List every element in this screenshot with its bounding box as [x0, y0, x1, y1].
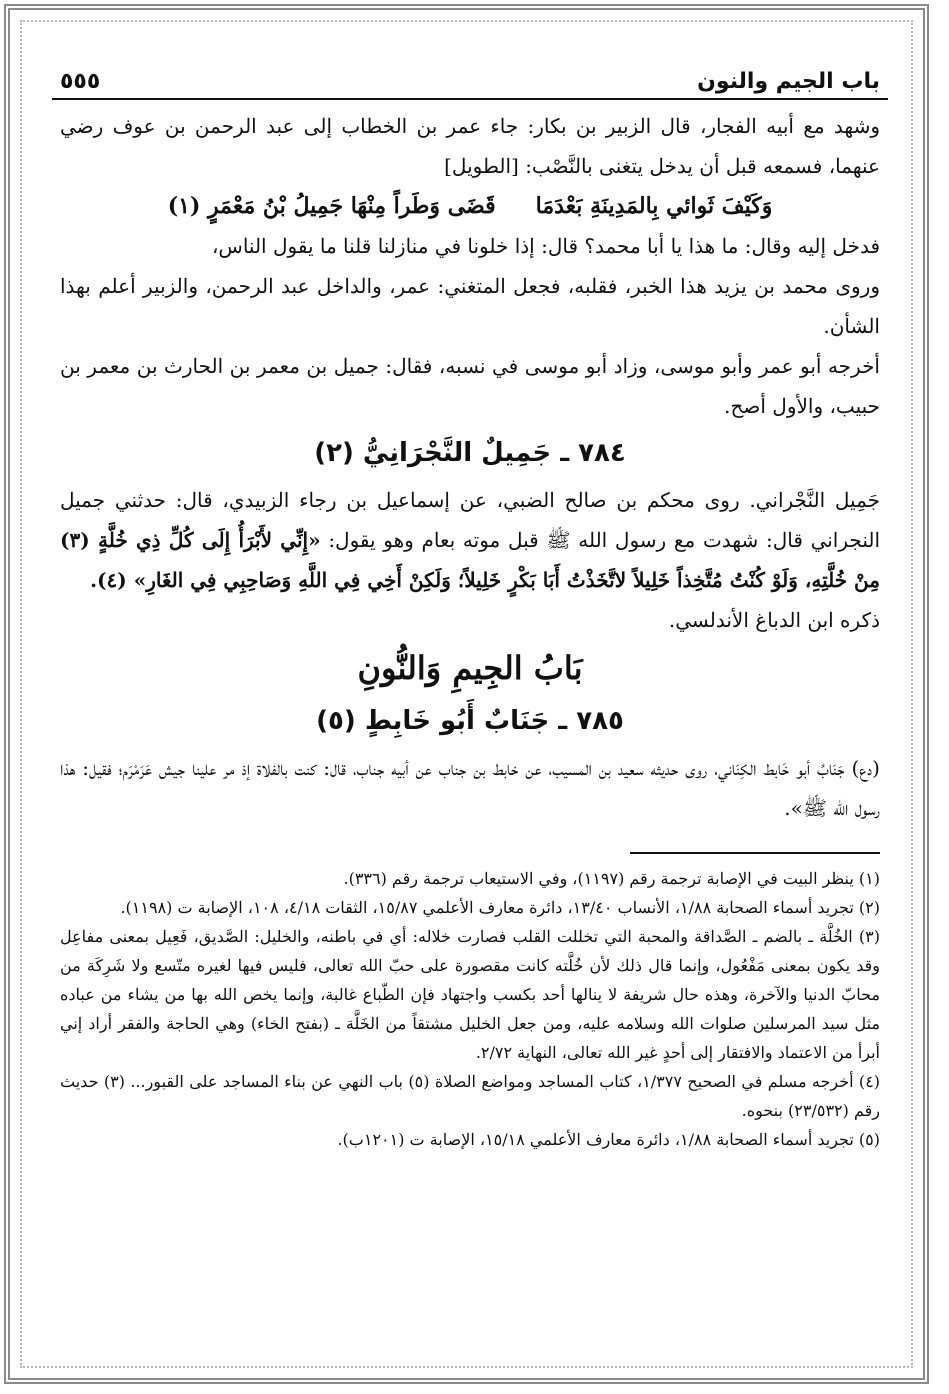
paragraph-4: أخرجه أبو عمر وأبو موسى، وزاد أبو موسى في نسبه، فقال: جميل بن معمر بن الحارث بن معمر بن حبيب، والأول أصح. [60, 354, 880, 418]
footnotes [60, 864, 880, 1154]
poetry-verse [90, 186, 850, 226]
header-title: باب الجيم والنون [697, 69, 880, 94]
entry-title-784: ٧٨٤ ـ جَمِيلٌ النَّجْرَانِيُّ (٢) [314, 438, 626, 468]
paragraph-5 [60, 480, 880, 600]
footnote-5: (٥) تجريد أسماء الصحابة ١/٨٨، دائرة معارف الأعلمي ١٥/١٨، الإصابة ت (١٢٠١ب). [337, 1130, 880, 1149]
book-page [52, 62, 888, 1372]
verse-first-hemistich: وَكَيْفَ ثَوائي بِالمَدِينَةِ بَعْدَمَا [535, 193, 773, 219]
footnote-3: (٣) الخُلَّة ـ بالضم ـ الصَّداقة والمحبة التي تخللت القلب فصارت خلاله: أي في باطنه، والخليل: الصَّديق، فَعِيل بمعنى مفاعِل وقد يكون بمعنى مَفْعُول، وإنما قال ذلك لأن خُلَّته كانت مقصورة على حبّ الله تعالى، فليس فيها لغيره متّسع ولا شَرِكَة من محابّ الدنيا والآخرة، وهذه حال شريفة لا ينالها أحد بكسب واجتهاد فإن الطّباع غالبة، وإنما يخص الله بها من يشاء من عباده مثل سيد المرسلين صلوات الله وسلامه عليه، ومن جعل الخليل مشتقاً من الخَلَّة ـ (بفتح الخاء) وهي الحاجة والفقر أراد إني أبرأ من الاعتماد والافتقار إلى أحدٍ غير الله تعالى، النهاية ٢/٧٢. [60, 927, 881, 1062]
entry-title-785: ٧٨٥ ـ جَنَابٌ أَبُو خَابِطٍ (٥) [316, 706, 624, 736]
main-text [60, 106, 880, 828]
paragraph-6: ذكره ابن الدباغ الأندلسي. [668, 608, 880, 632]
paragraph-5-text: جَمِيل النَّجْراني. روى محكم بن صالح الضبي، عن إسماعيل بن رجاء الزبيدي، قال: حدثني جميل النجراني قال: شهدت مع رسول الله ﷺ قبل موته بعام وهو يقول: [60, 488, 880, 552]
verse-second-hemistich: قَضَى وَطَراً مِنْهَا جَمِيلُ بْنُ مَعْمَرٍ (١) [167, 193, 496, 219]
section-title: بَابُ الجِيمِ وَالنُّونِ [357, 649, 583, 687]
paragraph-7: (دع) جَنَابُ أبو خَابط الكِنَاني، روى حديثه سعيد بن المسيب، عن خابط بن جناب عن أبيه جناب، قال: كنت بالفلاة إذ مر علينا جيش عَرَمْرَم؛ فقيل: هذا رسول الله ﷺ». [60, 756, 880, 820]
footnote-1: (١) ينظر البيت في الإصابة ترجمة رقم (١١٩٧)، وفي الاستيعاب ترجمة رقم (٣٣٦). [343, 869, 880, 888]
paragraph-3: وروى محمد بن يزيد هذا الخبر، فقلبه، فجعل المتغني: عمر، والداخل عبد الرحمن، والزبير أعلم بهذا الشأن. [60, 274, 880, 338]
hadith-text: «إِنِّي لأَبْرَأُ إِلَى كُلِّ ذِي خُلَّةٍ (٣) مِنْ خُلَّتِهِ، وَلَوْ كُنْتُ مُتَّخِذاً خَلِيلاً لاتَّخَذْتُ أَبَا بَكْرٍ خَلِيلاً؛ وَلَكِنْ أَخِي فِي اللَّهِ وَصَاحِبِي فِي الغَارِ» (٤). [60, 528, 880, 592]
paragraph-1: وشهد مع أبيه الفجار، قال الزبير بن بكار: جاء عمر بن الخطاب إلى عبد الرحمن بن عوف رضي عنهما، فسمعه قبل أن يدخل يتغنى بالنَّصْب: [الطويل] [60, 114, 880, 178]
footnote-separator [630, 852, 880, 854]
footnote-4: (٤) أخرجه مسلم في الصحيح ١/٣٧٧، كتاب المساجد ومواضع الصلاة (٥) باب النهي عن بناء المساجد على القبور... (٣) حديث رقم (٢٣/٥٣٢) بنحوه. [60, 1072, 881, 1120]
page-number: ٥٥٥ [60, 69, 101, 94]
running-header [52, 62, 888, 100]
paragraph-2: فدخل إليه وقال: ما هذا يا أبا محمد؟ قال: إذا خلونا في منازلنا قلنا ما يقول الناس، [211, 234, 880, 258]
footnote-2: (٢) تجريد أسماء الصحابة ١/٨٨، الأنساب ١٣/٤٠، دائرة معارف الأعلمي ١٥/٨٧، الثقات ٤/١٨، ١٠٨، الإصابة ت (١١٩٨). [120, 898, 880, 917]
